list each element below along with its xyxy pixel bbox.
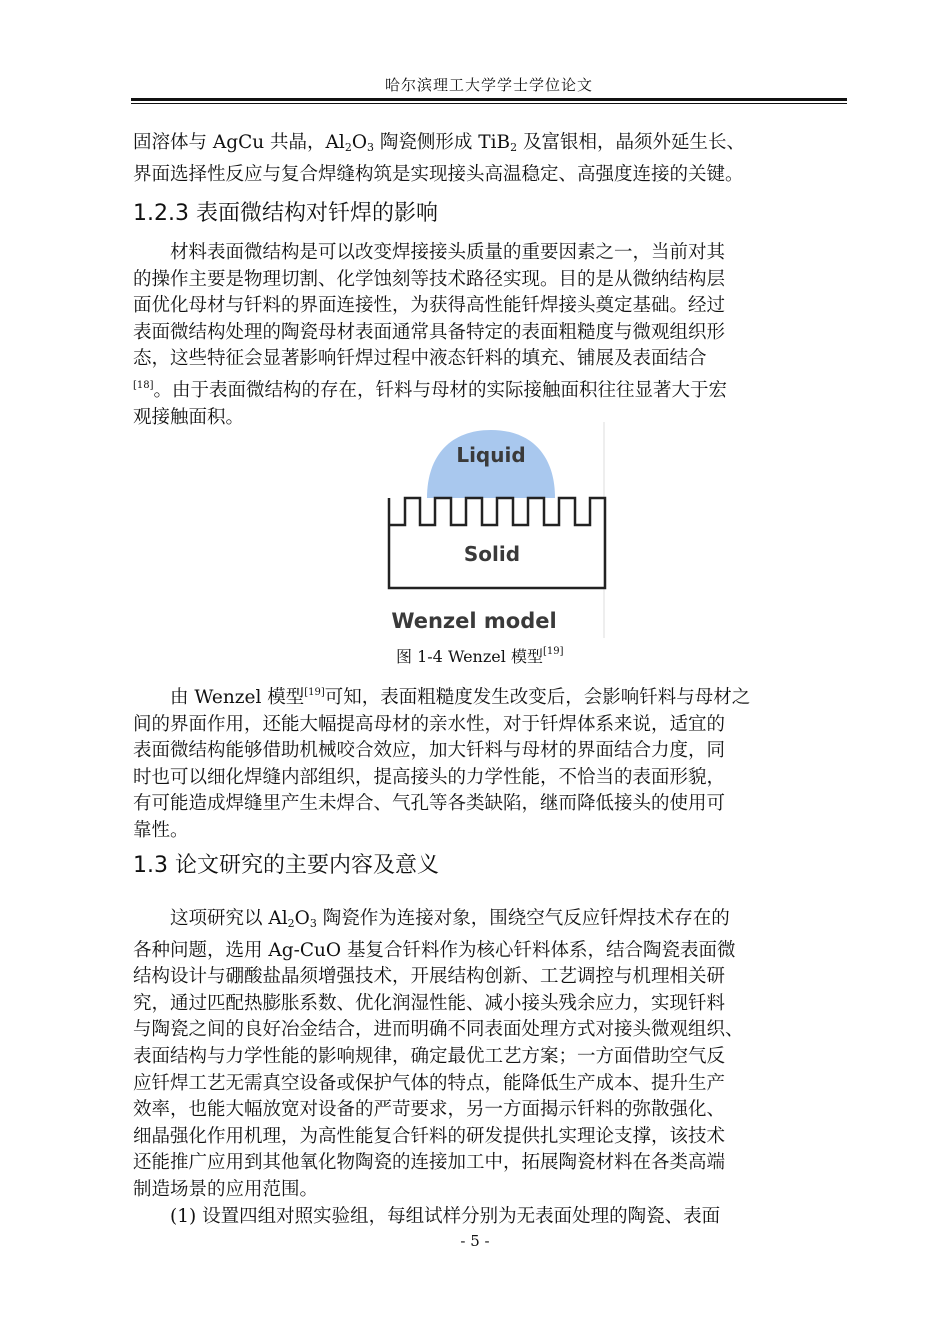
wenzel-diagram [385,420,607,642]
paragraph-wenzel [133,680,845,845]
subscript: 2 [344,141,352,154]
wenzel-model-figure [385,420,607,642]
text-line: 究，通过匹配热膨胀系数、优化润湿性能、减小接头残余应力，实现钎料 [133,992,726,1014]
text-line: 结构设计与硼酸盐晶须增强技术，开展结构创新、工艺调控与机理相关研 [133,966,726,988]
text-line: 的操作主要是物理切割、化学蚀刻等技术路径实现。目的是从微纳结构层 [133,268,726,290]
citation-ref: [19] [542,646,564,657]
subscript: 3 [309,917,317,930]
text-line: 面优化母材与钎料的界面连接性，为获得高性能钎焊接头奠定基础。经过 [133,295,726,317]
text-run: O [351,132,367,153]
text-run: 这项研究以 Al [170,908,288,929]
text-line: 应钎焊工艺无需真空设备或保护气体的特点，能降低生产成本、提升生产 [133,1072,726,1094]
text-line [133,906,845,938]
text-line: 还能推广应用到其他氧化物陶瓷的连接加工中，拓展陶瓷材料在各类高端 [133,1152,726,1174]
text-line: 间的界面作用，还能大幅提高母材的亲水性，对于钎焊体系来说，适宜的 [133,713,726,735]
text-run: 可知，表面粗糙度发生改变后，会影响钎料与母材之 [324,687,751,708]
citation-ref: [18] [133,379,154,391]
text-line: 制造场景的应用范围。 [133,1178,319,1200]
text-line: 界面选择性反应与复合焊缝构筑是实现接头高温稳定、高强度连接的关键。 [133,163,744,185]
list-item-1: (1) 设置四组对照实验组，每组试样分别为无表面处理的陶瓷、表面 [170,1205,721,1227]
subscript: 3 [366,141,374,154]
text-run: O [294,908,310,929]
text-run: 陶瓷侧形成 TiB [373,132,511,153]
text-run: 及富银相，晶须外延生长、 [517,132,745,153]
text-line: 表面结构与力学性能的影响规律，确定最优工艺方案；一方面借助空气反 [133,1045,726,1067]
text-line: 观接触面积。 [133,406,245,428]
text-line: 细晶强化作用机理，为高性能复合钎料的研发提供扎实理论支撑，该技术 [133,1125,726,1147]
solid-label: Solid [463,542,521,566]
text-run: 由 Wenzel 模型 [170,687,305,708]
header-rule-thick [131,98,847,101]
text-line: 靠性。 [133,819,189,841]
text-line: 表面微结构能够借助机械咬合效应，加大钎料与母材的界面结合力度，同 [133,740,726,762]
paragraph-surface-microstructure [133,240,845,431]
text-line: 与陶瓷之间的良好冶金结合，进而明确不同表面处理方式对接头微观组织、 [133,1019,744,1041]
subscript: 2 [287,917,295,930]
text-line: 时也可以细化焊缝内部组织，提高接头的力学性能，不恰当的表面形貌， [133,766,726,788]
text-line: 态，这些特征会显著影响钎焊过程中液态钎料的填充、铺展及表面结合 [133,348,707,370]
subscript: 2 [510,141,518,154]
text-line [133,373,845,405]
citation-ref: [19] [304,687,325,698]
paragraph-research-content [133,906,845,1230]
header-rule-thin [131,103,847,104]
figure-caption [396,644,564,667]
text-line: 表面微结构处理的陶瓷母材表面通常具备特定的表面粗糙度与微观组织形 [133,321,726,343]
text-line: 有可能造成焊缝里产生未焊合、气孔等各类缺陷，继而降低接头的使用可 [133,793,726,815]
text-line: 材料表面微结构是可以改变焊接接头质量的重要因素之一，当前对其 [170,242,726,263]
liquid-label: Liquid [456,443,526,467]
text-line [133,680,845,712]
caption-text: 图 1-4 Wenzel 模型 [396,647,543,666]
text-run: 。由于表面微结构的存在，钎料与母材的实际接触面积往往显著大于宏 [153,379,728,401]
model-label: Wenzel model [391,609,557,633]
text-run: 固溶体与 AgCu 共晶，Al [133,132,345,153]
section-heading-1-3: 1.3 论文研究的主要内容及意义 [133,853,439,878]
text-line [133,130,845,162]
text-line: 效率，也能大幅放宽对设备的严苛要求，另一方面揭示钎料的弥散强化、 [133,1099,726,1121]
page-number: - 5 - [460,1232,490,1250]
section-heading-1-2-3: 1.2.3 表面微结构对钎焊的影响 [133,201,438,226]
text-line: 各种问题，选用 Ag-CuO 基复合钎料作为核心钎料体系，结合陶瓷表面微 [133,939,736,961]
text-run: 陶瓷作为连接对象，围绕空气反应钎焊技术存在的 [316,908,730,929]
running-header: 哈尔滨理工大学学士学位论文 [384,76,593,94]
paragraph-continuation [133,130,845,188]
